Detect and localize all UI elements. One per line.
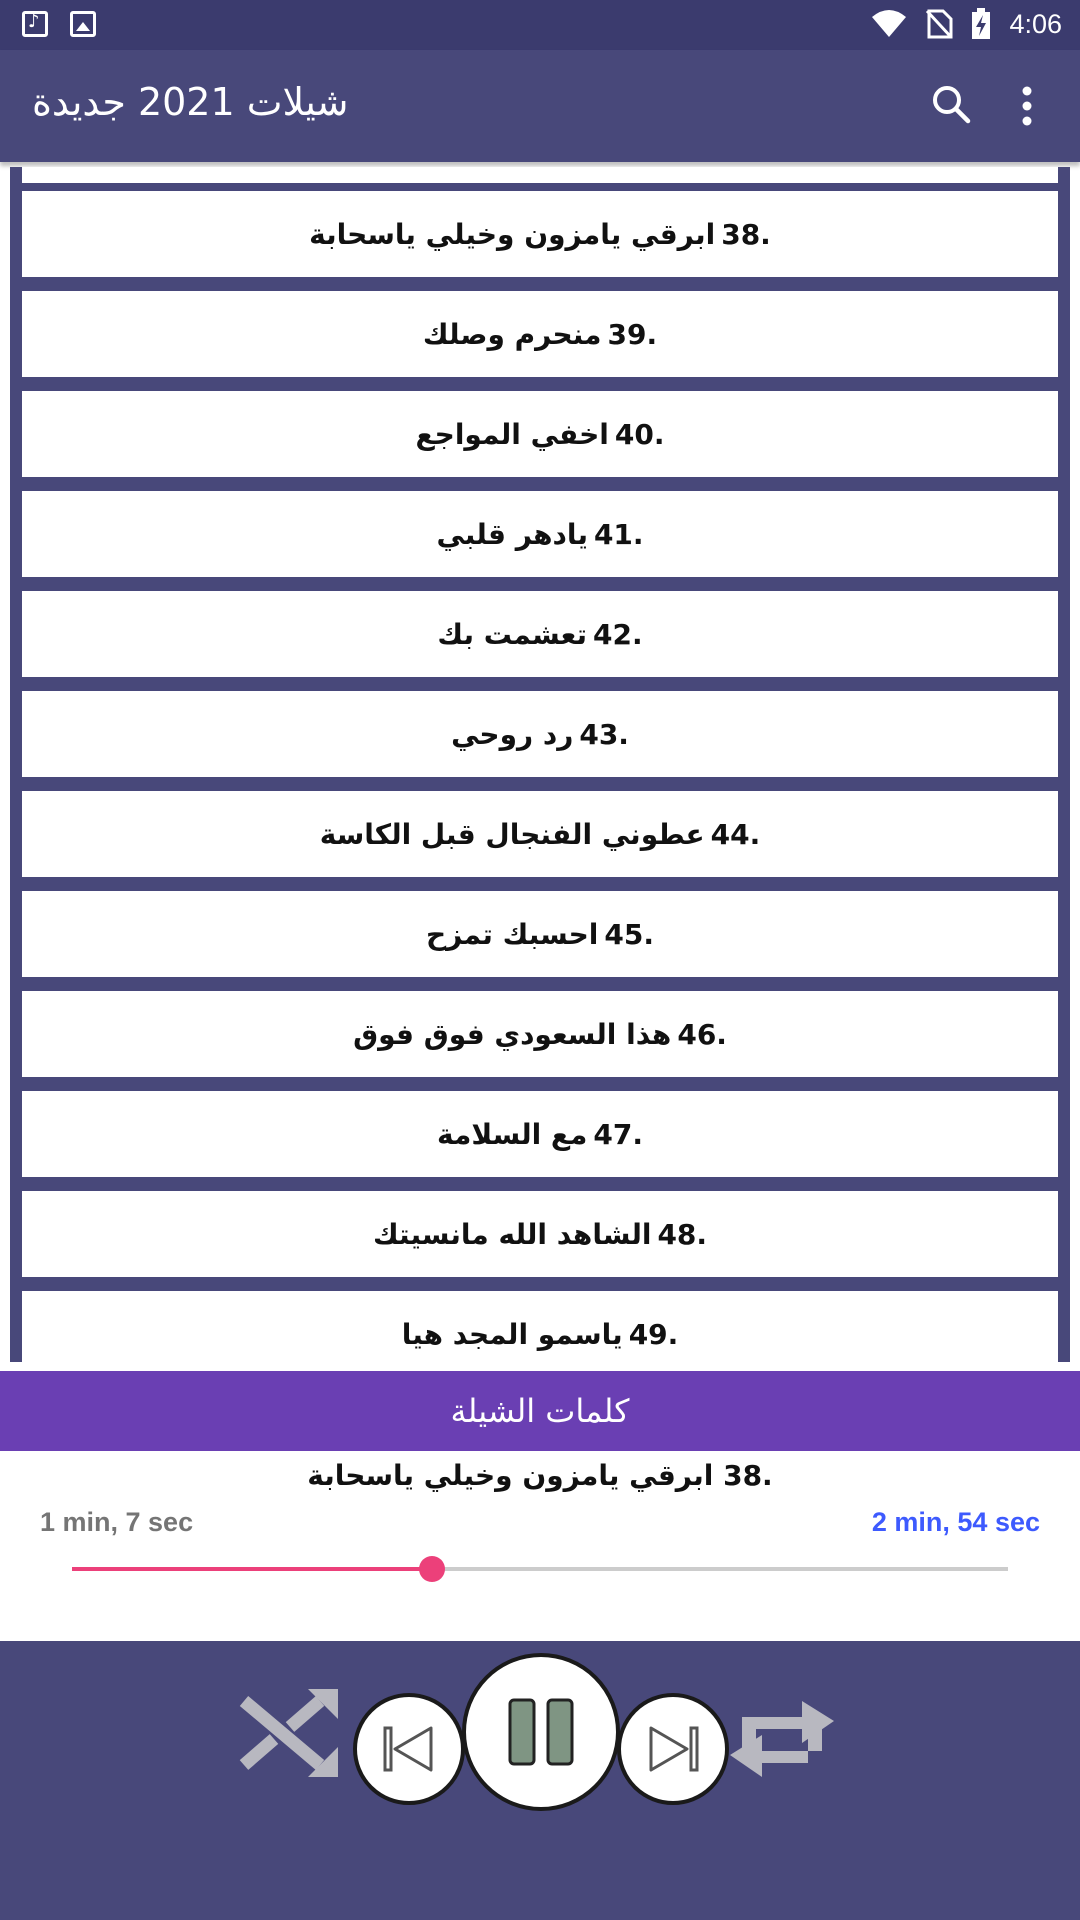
elapsed-time: 1 min, 7 sec — [40, 1507, 194, 1537]
list-item[interactable] — [22, 291, 1058, 377]
status-time: 4:06 — [1009, 8, 1062, 39]
playback-controls — [0, 1641, 1080, 1920]
pause-icon — [506, 1698, 576, 1766]
lyrics-button[interactable]: كلمات الشيلة — [0, 1371, 1080, 1451]
next-button[interactable] — [617, 1693, 729, 1805]
list-item-number: 49. — [628, 1317, 679, 1351]
list-item-title: هذا السعودي فوق فوق — [353, 1017, 672, 1051]
list-item-title: رد روحي — [451, 717, 574, 751]
next-icon — [645, 1724, 701, 1774]
app-title: شيلات 2021 جديدة — [32, 80, 349, 124]
list-item[interactable] — [22, 591, 1058, 677]
list-item[interactable] — [22, 191, 1058, 277]
list-item-partial[interactable] — [22, 167, 1058, 183]
list-item-number: 42. — [592, 617, 643, 651]
previous-icon — [381, 1724, 437, 1774]
list-item[interactable] — [22, 1191, 1058, 1277]
list-item-title: اخفي المواجع — [415, 417, 609, 451]
list-item[interactable] — [22, 991, 1058, 1077]
system-icons — [871, 8, 1062, 40]
list-item-number: 39. — [607, 317, 658, 351]
seek-bar-progress — [72, 1567, 432, 1571]
list-item-title: ابرقي يامزون وخيلي ياسحابة — [309, 217, 716, 251]
list-item-number: 46. — [677, 1017, 727, 1051]
list-item-title: احسبك تمزح — [426, 917, 599, 951]
list-item[interactable] — [22, 1291, 1058, 1362]
total-duration: 2 min, 54 sec — [871, 1507, 1040, 1537]
more-vert-icon[interactable] — [1020, 86, 1034, 126]
list-item[interactable] — [22, 391, 1058, 477]
list-item[interactable] — [22, 491, 1058, 577]
list-item-title: ياسمو المجد هيا — [401, 1317, 623, 1351]
previous-button[interactable] — [353, 1693, 465, 1805]
list-item-number: 41. — [593, 517, 644, 551]
music-notification-icon — [22, 11, 48, 37]
now-playing-number: 38. — [723, 1459, 773, 1492]
shuffle-icon[interactable] — [238, 1689, 342, 1777]
list-item-number: 47. — [593, 1117, 643, 1151]
image-notification-icon — [70, 11, 96, 37]
list-item-title: عطوني الفنجال قبل الكاسة — [319, 817, 705, 851]
song-list[interactable] — [10, 167, 1070, 1362]
status-bar — [0, 0, 1080, 50]
now-playing-song: ابرقي يامزون وخيلي ياسحابة — [307, 1459, 714, 1492]
list-item[interactable] — [22, 791, 1058, 877]
notification-icons — [22, 11, 96, 37]
list-item-number: 38. — [721, 217, 771, 251]
list-item-number: 48. — [657, 1217, 708, 1251]
list-item[interactable] — [22, 691, 1058, 777]
list-item-title: تعشمت بك — [437, 617, 587, 651]
app-bar — [0, 50, 1080, 162]
now-playing-panel — [0, 1451, 1080, 1641]
search-icon[interactable] — [931, 84, 971, 124]
list-item-title: منحرم وصلك — [422, 317, 602, 351]
repeat-icon[interactable] — [728, 1681, 836, 1787]
list-item[interactable] — [22, 891, 1058, 977]
seek-bar[interactable] — [72, 1567, 1008, 1571]
list-item-title: الشاهد الله مانسيتك — [372, 1217, 652, 1251]
seek-bar-thumb[interactable] — [419, 1556, 445, 1582]
list-item-title: مع السلامة — [437, 1117, 588, 1151]
list-item-number: 44. — [710, 817, 761, 851]
list-item-title: يادهر قلبي — [436, 517, 588, 551]
list-item[interactable] — [22, 1091, 1058, 1177]
battery-charging-icon — [971, 8, 991, 40]
list-item-number: 40. — [614, 417, 665, 451]
now-playing-title — [0, 1459, 1080, 1492]
wifi-icon — [871, 9, 907, 39]
list-item-number: 45. — [604, 917, 655, 951]
no-sim-icon — [925, 9, 953, 39]
pause-button[interactable] — [462, 1653, 620, 1811]
list-item-number: 43. — [579, 717, 629, 751]
